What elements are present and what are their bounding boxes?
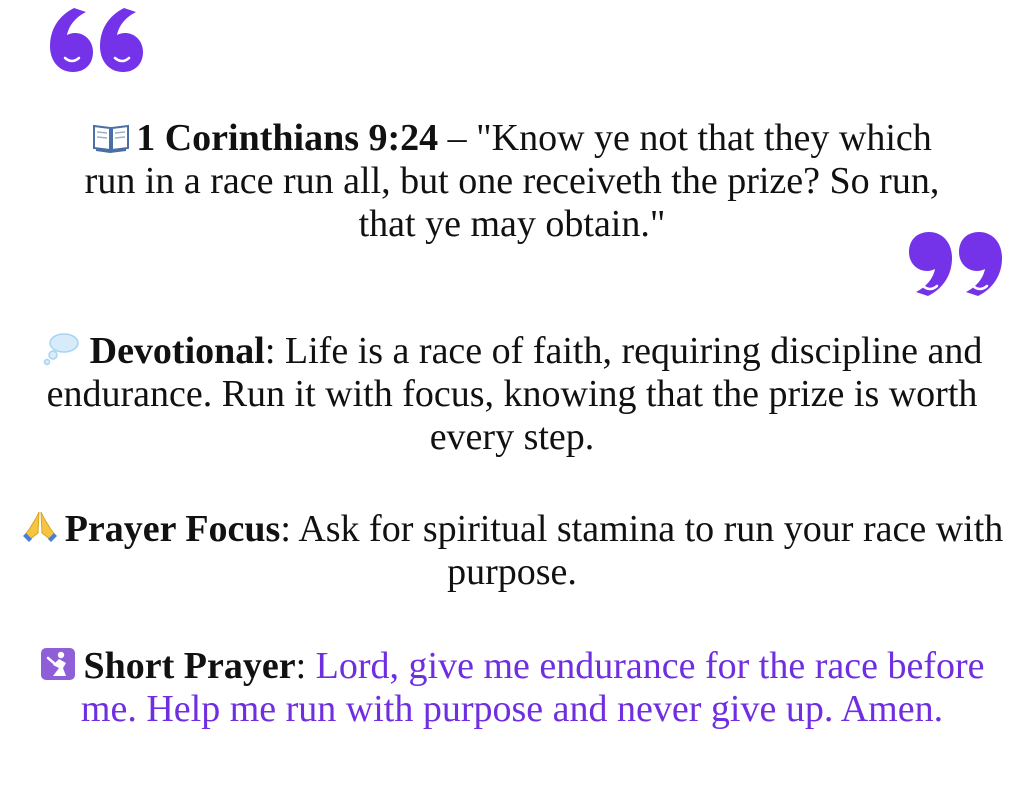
verse-separator: – bbox=[438, 117, 477, 159]
verse-text: "Know ye not that they which run in a race run all, but one receiveth the prize? So run, that ye may obtain." bbox=[84, 117, 940, 245]
thought-bubble-icon bbox=[42, 331, 80, 367]
short-prayer-separator: : bbox=[295, 645, 316, 687]
short-prayer-block bbox=[0, 645, 1024, 731]
prayer-focus-separator: : bbox=[280, 508, 299, 550]
devotional-separator: : bbox=[264, 330, 285, 372]
devotional-text: Life is a race of faith, requiring discipline and endurance. Run it with focus, knowing that the prize is worth every step. bbox=[46, 330, 983, 458]
praying-hands-icon bbox=[21, 509, 59, 545]
short-prayer-text: Lord, give me endurance for the race before me. Help me run with purpose and never give up. Amen. bbox=[80, 645, 985, 730]
verse-block bbox=[0, 117, 1024, 246]
devotional-block bbox=[0, 330, 1024, 459]
short-prayer-label: Short Prayer bbox=[83, 645, 296, 687]
place-of-worship-icon bbox=[39, 646, 77, 682]
prayer-focus-label: Prayer Focus bbox=[64, 508, 281, 550]
devotional-label: Devotional bbox=[89, 330, 265, 372]
open-book-icon bbox=[92, 118, 130, 154]
prayer-focus-text: Ask for spiritual stamina to run your race with purpose. bbox=[298, 508, 1004, 593]
verse-reference: 1 Corinthians 9:24 bbox=[136, 117, 439, 159]
prayer-focus-block bbox=[0, 508, 1024, 594]
opening-quote-icon bbox=[46, 0, 146, 78]
